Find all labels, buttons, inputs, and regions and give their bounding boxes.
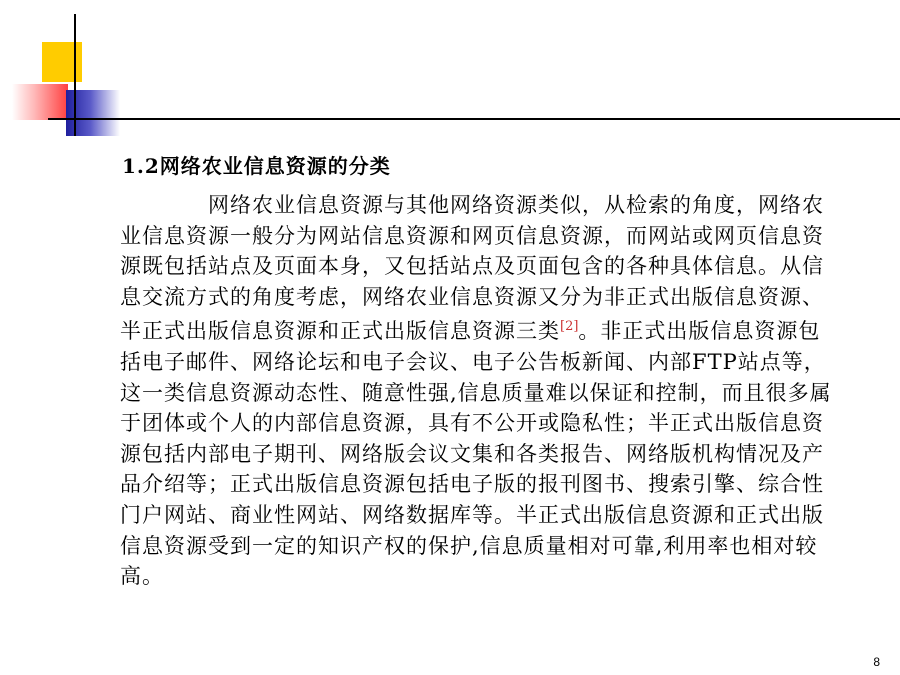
red-gradient-bar [12,84,68,120]
paragraph-text-part1: 网络农业信息资源与其他网络资源类似，从检索的角度，网络农业信息资源一般分为网站信息资源和网页信息资源，而网站或网页信息资源既包括站点及页面本身，又包括站点及页面包含的各种具体信息。从信息交流方式的角度考虑，网络农业信息资源又分为非正式出版信息资源、半正式出版信息资源和正式出版信息资源三类 [120,193,824,344]
paragraph-text-part2: 。非正式出版信息资源包括电子邮件、网络论坛和电子会议、电子公告板新闻、内部FTP站点等，这一类信息资源动态性、随意性强,信息质量难以保证和控制，而且很多属于团体或个人的内部信息资源，具有不公开或隐私性；半正式出版信息资源包括内部电子期刊、网络版会议文集和各类报告、网络版机构情况及产品介绍等；正式出版信息资源包括电子版的报刊图书、搜索引擎、综合性门户网站、商业性网站、网络数据库等。半正式出版信息资源和正式出版信息资源受到一定的知识产权的保护,信息质量相对可靠,利用率也相对较高。 [120,319,832,589]
section-heading: 1.2网络农业信息资源的分类 [122,154,391,178]
page-number: 8 [873,655,880,669]
horizontal-rule [48,118,900,120]
body-paragraph [120,190,832,592]
citation-reference: [2] [560,319,579,335]
slide-decoration [0,0,900,160]
yellow-square [42,42,82,82]
